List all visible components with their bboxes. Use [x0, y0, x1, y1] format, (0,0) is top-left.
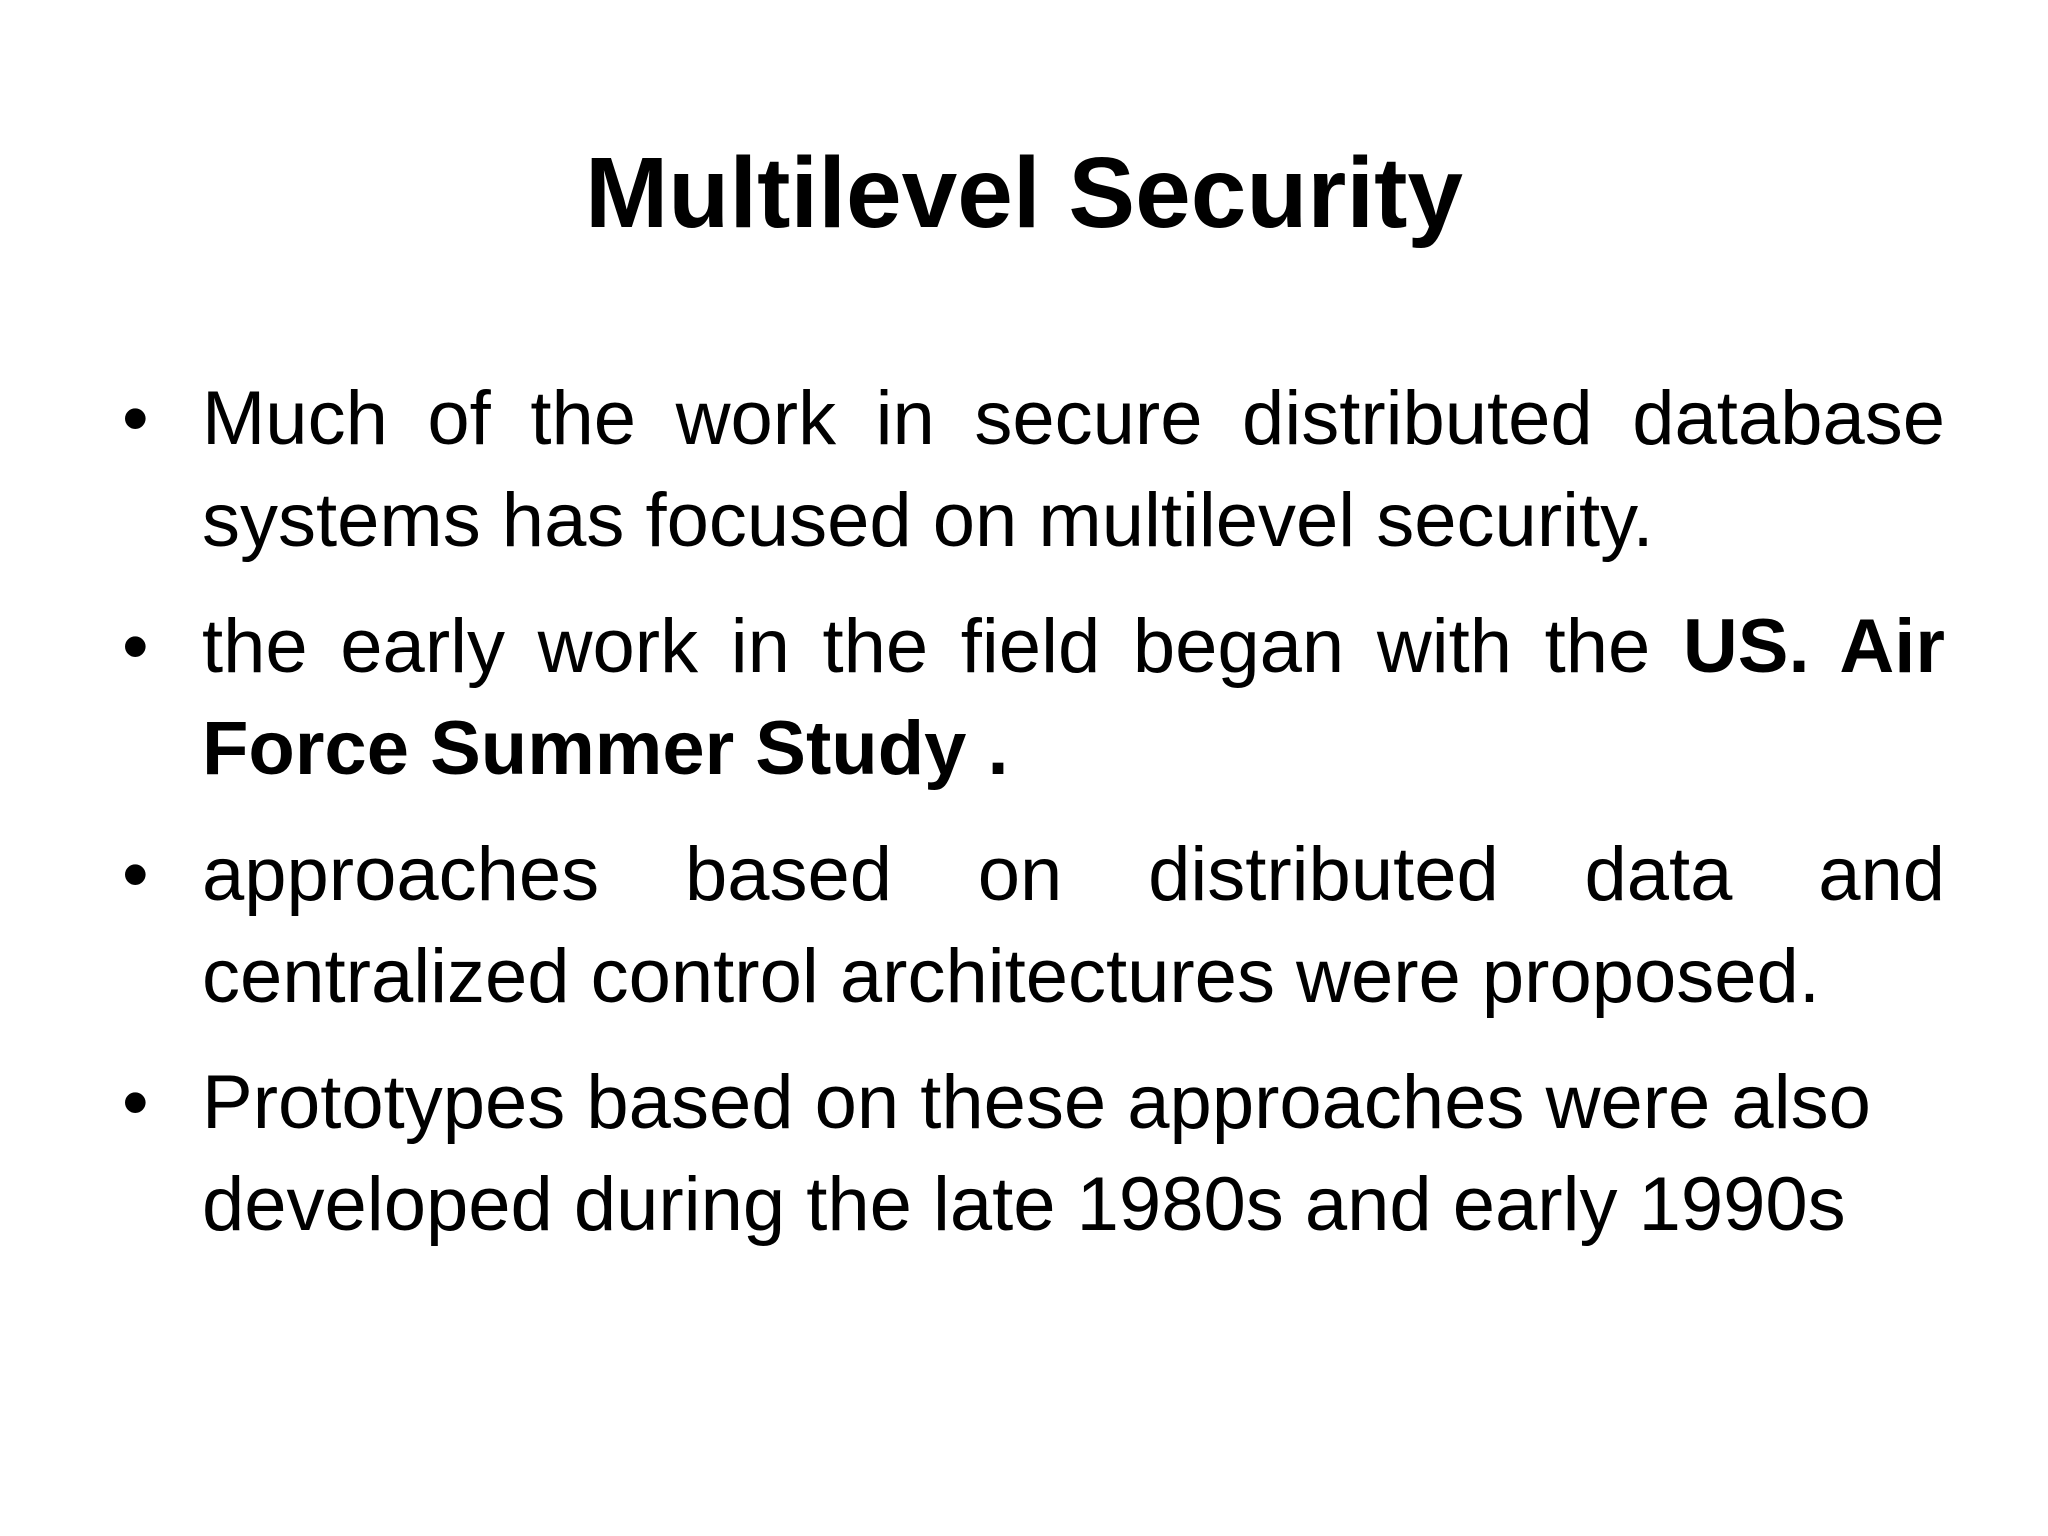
bullet-item-3 — [120, 824, 1945, 1028]
bullet-text: the early work in the field began with the — [202, 604, 1683, 689]
bullet-text: Much of the work in secure distributed database systems has focused on multilevel security. — [202, 376, 1945, 563]
bullet-text: Prototypes based on these approaches were also developed during the late 1980s and early 1990s — [202, 1060, 1871, 1247]
bullet-list — [120, 368, 1945, 1280]
bullet-item-2 — [120, 596, 1945, 800]
bullet-icon: • — [122, 832, 149, 917]
bullet-icon: • — [122, 376, 149, 461]
slide-title: Multilevel Security — [584, 137, 1464, 249]
bullet-item-4 — [120, 1052, 1945, 1256]
bullet-text: approaches based on distributed data and centralized control architectures were proposed. — [202, 832, 1945, 1019]
bullet-icon: • — [122, 1060, 149, 1145]
bullet-item-1 — [120, 368, 1945, 572]
bullet-icon: • — [122, 604, 149, 689]
bullet-bold-text: US. Air Force Summer Study . — [202, 604, 1946, 791]
